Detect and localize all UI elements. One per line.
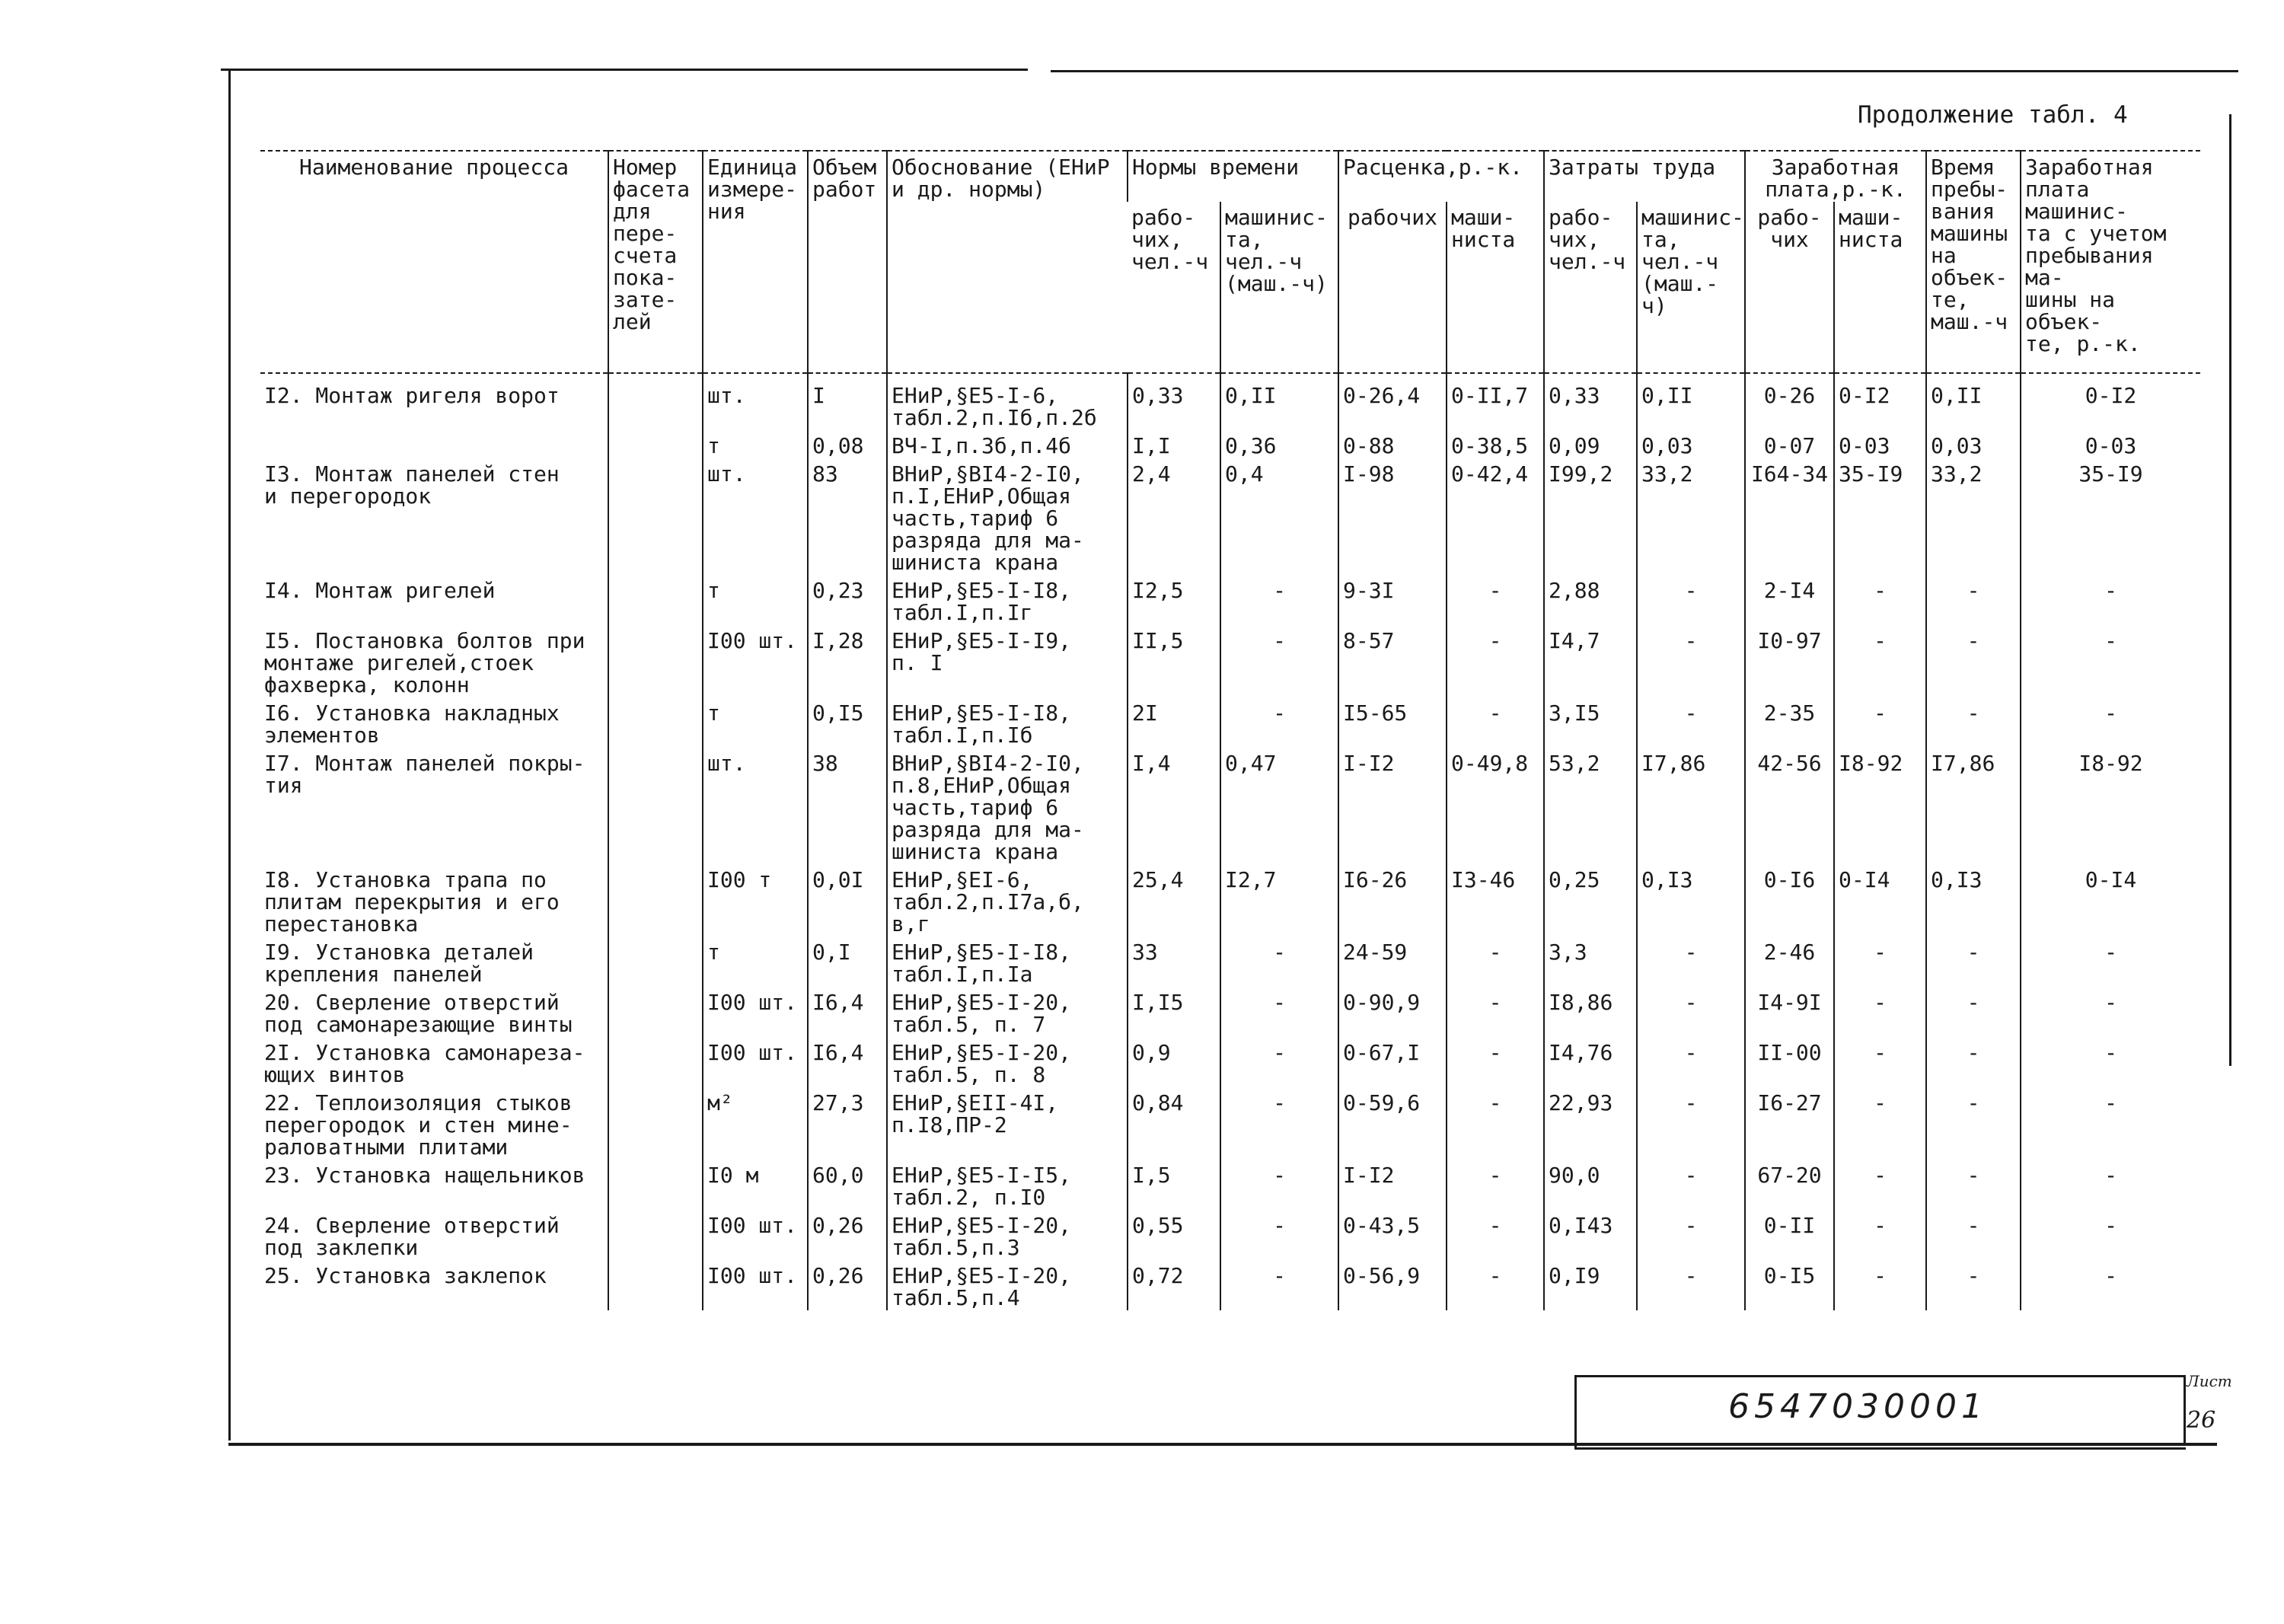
row-unit: I0 м [703,1160,808,1210]
row-unit: м² [703,1087,808,1160]
frame-top-line-left [221,69,1028,71]
sheet-label: Лист [2187,1372,2232,1390]
row-stay: I7,86 [1926,748,2021,864]
row-volume: 0,I5 [808,697,887,748]
row-norm-workers: 33 [1128,936,1220,987]
header-name: Наименование процесса [260,151,608,373]
row-rate-machinist: - [1447,625,1544,697]
row-basis: ЕНиР,§Е5-I-I8, табл.I,п.Iг [887,575,1128,625]
table-caption: Продолжение табл. 4 [1858,101,2128,129]
row-volume: I6,4 [808,987,887,1037]
row-wage-machinist: - [1834,1160,1926,1210]
row-rate-machinist: - [1447,1037,1544,1087]
row-rate-workers: 8-57 [1338,625,1447,697]
row-norm-machinist: - [1220,1037,1338,1087]
row-rate-workers: I-98 [1338,458,1447,575]
row-norm-machinist: I2,7 [1220,864,1338,936]
row-rate-workers: I5-65 [1338,697,1447,748]
row-labor-workers: 53,2 [1544,748,1637,864]
row-basis: ВЧ-I,п.3б,п.4б [887,430,1128,458]
row-wage-machinist: - [1834,697,1926,748]
row-rate-workers: 0-88 [1338,430,1447,458]
row-wage-workers: I0-97 [1745,625,1834,697]
row-labor-workers: 0,I43 [1544,1210,1637,1260]
row-labor-workers: 0,I9 [1544,1260,1637,1310]
row-facet [608,864,703,936]
row-name: I9. Установка деталей крепления панелей [264,940,534,987]
header-stay: Время пребы- вания машины на объек- те, маш.-ч [1926,151,2021,373]
row-rate-machinist: 0-42,4 [1447,458,1544,575]
table-row [260,1260,2200,1310]
header-basis: Обоснование (ЕНиР и др. нормы) [887,151,1128,373]
header-wage-machinist: маши- ниста [1834,202,1926,373]
table-body [260,373,2200,1310]
row-unit: шт. [703,748,808,864]
row-basis: ЕНиР,§Е5-I-20, табл.5,п.4 [887,1260,1128,1310]
row-unit: I00 шт. [703,1260,808,1310]
row-norm-workers: 0,72 [1128,1260,1220,1310]
table-row [260,458,2200,575]
row-volume: 0,0I [808,864,887,936]
row-rate-workers: 0-43,5 [1338,1210,1447,1260]
row-facet [608,1210,703,1260]
header-volume: Объем работ [808,151,887,373]
row-facet [608,575,703,625]
row-stay: - [1926,625,2021,697]
row-name [260,430,608,458]
row-labor-workers: 3,I5 [1544,697,1637,748]
row-labor-workers: 90,0 [1544,1160,1637,1210]
row-labor-workers: I4,7 [1544,625,1637,697]
row-labor-workers: 0,25 [1544,864,1637,936]
row-basis: ЕНиР,§Е5-I-20, табл.5, п. 7 [887,987,1128,1037]
row-labor-machinist: 0,I3 [1637,864,1745,936]
row-name: 25. Установка заклепок [264,1263,547,1288]
row-rate-machinist: I3-46 [1447,864,1544,936]
row-rate-machinist: - [1447,1210,1544,1260]
document-code: 6547030001 [1728,1387,1987,1426]
row-basis: ВНиР,§ВI4-2-I0, п.8,ЕНиР,Общая часть,тариф 6 разряда для ма- шиниста крана [887,748,1128,864]
row-labor-machinist: - [1637,1160,1745,1210]
table-row [260,936,2200,987]
header-rate: Расценка,р.-к. [1338,151,1544,202]
row-volume: I,28 [808,625,887,697]
row-name: 20. Сверление отверстий под самонарезающие винты [264,990,573,1037]
row-labor-machinist: 0,03 [1637,430,1745,458]
row-stay: - [1926,1087,2021,1160]
row-wage-workers: I64-34 [1745,458,1834,575]
row-stay: - [1926,936,2021,987]
row-volume: 0,26 [808,1210,887,1260]
row-unit: т [703,697,808,748]
row-name: I3. Монтаж панелей стен и перегородок [264,461,560,509]
row-labor-machinist: - [1637,575,1745,625]
row-name: 24. Сверление отверстий под заклепки [264,1213,560,1260]
row-unit: шт. [703,458,808,575]
row-wage-stay: 0-I4 [2021,864,2200,936]
row-wage-stay: - [2021,1210,2200,1260]
row-volume: 27,3 [808,1087,887,1160]
header-wage-stay: Заработная плата машинис- та с учетом пребывания ма- шины на объек- те, р.-к. [2021,151,2200,373]
row-wage-stay: - [2021,936,2200,987]
row-labor-workers: I99,2 [1544,458,1637,575]
row-rate-workers: I6-26 [1338,864,1447,936]
row-norm-machinist: 0,4 [1220,458,1338,575]
row-wage-stay: 0-I2 [2021,373,2200,430]
row-volume: 38 [808,748,887,864]
table-row [260,697,2200,748]
row-wage-machinist: I8-92 [1834,748,1926,864]
row-labor-workers: 3,3 [1544,936,1637,987]
row-norm-workers: I,I [1128,430,1220,458]
row-labor-machinist: - [1637,625,1745,697]
header-facet: Номер фасета для пере- счета пока- зате- лей [608,151,703,373]
row-wage-machinist: - [1834,987,1926,1037]
row-wage-machinist: - [1834,936,1926,987]
row-rate-machinist: - [1447,1160,1544,1210]
row-wage-machinist: 0-I4 [1834,864,1926,936]
row-basis: ЕНиР,§Е5-I-I9, п. I [887,625,1128,697]
header-norms-machinist: машинис- та, чел.-ч (маш.-ч) [1220,202,1338,373]
row-basis: ЕНиР,§Е5-I-I8, табл.I,п.Iб [887,697,1128,748]
row-stay: - [1926,697,2021,748]
row-rate-workers: 0-26,4 [1338,373,1447,430]
header-labor-machinist: машинис- та, чел.-ч (маш.-ч) [1637,202,1745,373]
row-facet [608,697,703,748]
row-unit: I00 шт. [703,1210,808,1260]
row-volume: 0,23 [808,575,887,625]
header-unit: Единица измере- ния [703,151,808,373]
row-rate-workers: I-I2 [1338,748,1447,864]
row-name: 22. Теплоизоляция стыков перегородок и стен мине- раловатными плитами [264,1090,573,1160]
row-stay: - [1926,1160,2021,1210]
row-rate-workers: I-I2 [1338,1160,1447,1210]
row-stay: - [1926,1210,2021,1260]
row-unit: I00 т [703,864,808,936]
row-wage-stay: - [2021,625,2200,697]
row-wage-stay: - [2021,697,2200,748]
header-rate-machinist: маши- ниста [1447,202,1544,373]
row-volume: 83 [808,458,887,575]
row-name: I6. Установка накладных элементов [264,700,560,748]
row-facet [608,987,703,1037]
row-norm-machinist: 0,II [1220,373,1338,430]
row-wage-workers: 0-I6 [1745,864,1834,936]
row-rate-machinist: 0-38,5 [1447,430,1544,458]
header-norms: Нормы времени [1128,151,1338,202]
row-rate-workers: 0-56,9 [1338,1260,1447,1310]
row-wage-stay: 0-03 [2021,430,2200,458]
row-wage-workers: 67-20 [1745,1160,1834,1210]
row-wage-stay: - [2021,987,2200,1037]
table-row [260,748,2200,864]
row-labor-machinist: - [1637,1037,1745,1087]
row-volume: I [808,373,887,430]
row-volume: 0,26 [808,1260,887,1310]
row-rate-machinist: - [1447,1260,1544,1310]
row-wage-workers: 42-56 [1745,748,1834,864]
row-labor-machinist: - [1637,987,1745,1037]
row-rate-workers: 24-59 [1338,936,1447,987]
row-labor-machinist: - [1637,1087,1745,1160]
row-norm-machinist: - [1220,625,1338,697]
row-facet [608,430,703,458]
row-norm-machinist: - [1220,1210,1338,1260]
table-header [260,151,2200,373]
row-basis: ЕНиР,§ЕII-4I, п.I8,ПР-2 [887,1087,1128,1160]
row-unit: т [703,575,808,625]
row-norm-workers: I,5 [1128,1160,1220,1210]
row-norm-workers: 0,84 [1128,1087,1220,1160]
row-norm-workers: 25,4 [1128,864,1220,936]
row-rate-machinist: 0-II,7 [1447,373,1544,430]
row-wage-workers: 2-35 [1745,697,1834,748]
row-norm-machinist: 0,47 [1220,748,1338,864]
header-labor: Затраты труда [1544,151,1745,202]
row-name: I5. Постановка болтов при монтаже ригелей,стоек фахверка, колонн [264,628,585,697]
row-norm-machinist: - [1220,575,1338,625]
table-row [260,1160,2200,1210]
row-stay: 0,I3 [1926,864,2021,936]
row-stay: - [1926,987,2021,1037]
table-row [260,625,2200,697]
row-rate-machinist: - [1447,987,1544,1037]
row-wage-machinist: - [1834,1087,1926,1160]
row-norm-workers: 2,4 [1128,458,1220,575]
row-norm-machinist: - [1220,1160,1338,1210]
row-facet [608,373,703,430]
table-row [260,1087,2200,1160]
row-facet [608,1037,703,1087]
header-wage: Заработная плата,р.-к. [1745,151,1926,202]
row-volume: 60,0 [808,1160,887,1210]
row-norm-workers: I,4 [1128,748,1220,864]
row-rate-machinist: - [1447,575,1544,625]
row-basis: ЕНиР,§Е5-I-6, табл.2,п.Iб,п.2б [887,373,1128,430]
row-norm-workers: 0,55 [1128,1210,1220,1260]
row-wage-stay: - [2021,1037,2200,1087]
row-facet [608,1087,703,1160]
row-volume: 0,I [808,936,887,987]
row-norm-machinist: - [1220,1260,1338,1310]
row-unit: т [703,430,808,458]
row-name: I8. Установка трапа по плитам перекрытия и его перестановка [264,867,560,936]
sheet-number: 26 [2187,1407,2216,1434]
row-wage-stay: 35-I9 [2021,458,2200,575]
row-volume: 0,08 [808,430,887,458]
row-labor-workers: I4,76 [1544,1037,1637,1087]
row-norm-machinist: - [1220,987,1338,1037]
row-stay: - [1926,1037,2021,1087]
frame-right-line [2229,114,2231,1066]
row-rate-machinist: 0-49,8 [1447,748,1544,864]
header-wage-workers: рабо- чих [1745,202,1834,373]
row-rate-machinist: - [1447,1087,1544,1160]
row-basis: ВНиР,§ВI4-2-I0, п.I,ЕНиР,Общая часть,тариф 6 разряда для ма- шиниста крана [887,458,1128,575]
header-labor-workers: рабо- чих, чел.-ч [1544,202,1637,373]
row-basis: ЕНиР,§ЕI-6, табл.2,п.I7а,б, в,г [887,864,1128,936]
row-rate-workers: 9-3I [1338,575,1447,625]
row-name: 23. Установка нащельников [264,1163,585,1188]
row-wage-workers: 0-26 [1745,373,1834,430]
row-norm-machinist: - [1220,1087,1338,1160]
row-facet [608,1260,703,1310]
row-wage-workers: I4-9I [1745,987,1834,1037]
row-wage-stay: - [2021,1160,2200,1210]
row-rate-machinist: - [1447,936,1544,987]
row-facet [608,748,703,864]
row-wage-machinist: - [1834,625,1926,697]
row-labor-machinist: 0,II [1637,373,1745,430]
table-row [260,864,2200,936]
row-wage-machinist: - [1834,1260,1926,1310]
row-labor-machinist: - [1637,1210,1745,1260]
table-row [260,373,2200,430]
row-wage-workers: 2-I4 [1745,575,1834,625]
row-labor-workers: 0,09 [1544,430,1637,458]
row-labor-workers: 2,88 [1544,575,1637,625]
row-wage-machinist: 0-I2 [1834,373,1926,430]
table-row [260,987,2200,1037]
table-row [260,430,2200,458]
header-norms-workers: рабо- чих, чел.-ч [1128,202,1220,373]
row-wage-stay: - [2021,575,2200,625]
row-labor-workers: 22,93 [1544,1087,1637,1160]
row-basis: ЕНиР,§Е5-I-20, табл.5,п.3 [887,1210,1128,1260]
row-wage-machinist: 35-I9 [1834,458,1926,575]
row-facet [608,625,703,697]
row-norm-workers: II,5 [1128,625,1220,697]
row-norm-workers: 0,9 [1128,1037,1220,1087]
row-norm-machinist: - [1220,697,1338,748]
row-facet [608,1160,703,1210]
header-rate-workers: рабочих [1338,202,1447,373]
row-rate-workers: 0-67,I [1338,1037,1447,1087]
row-wage-workers: 0-II [1745,1210,1834,1260]
row-rate-workers: 0-90,9 [1338,987,1447,1037]
row-wage-machinist: 0-03 [1834,430,1926,458]
row-basis: ЕНиР,§Е5-I-20, табл.5, п. 8 [887,1037,1128,1087]
row-rate-machinist: - [1447,697,1544,748]
row-norm-workers: 0,33 [1128,373,1220,430]
row-labor-machinist: - [1637,1260,1745,1310]
row-stay: - [1926,1260,2021,1310]
row-stay: 33,2 [1926,458,2021,575]
row-norm-machinist: - [1220,936,1338,987]
row-wage-workers: II-00 [1745,1037,1834,1087]
norms-table [260,150,2200,1310]
row-name: I4. Монтаж ригелей [264,578,496,603]
row-norm-workers: I2,5 [1128,575,1220,625]
row-name: I7. Монтаж панелей покры- тия [264,751,585,798]
row-facet [608,936,703,987]
row-wage-workers: 0-I5 [1745,1260,1834,1310]
row-wage-stay: I8-92 [2021,748,2200,864]
row-stay: 0,03 [1926,430,2021,458]
row-stay: - [1926,575,2021,625]
row-wage-machinist: - [1834,575,1926,625]
row-unit: I00 шт. [703,1037,808,1087]
row-name: I2. Монтаж ригеля ворот [264,383,560,408]
row-facet [608,458,703,575]
row-rate-workers: 0-59,6 [1338,1087,1447,1160]
row-unit: т [703,936,808,987]
row-unit: I00 шт. [703,987,808,1037]
table-row [260,1037,2200,1087]
frame-top-line-right [1051,70,2238,72]
row-wage-stay: - [2021,1260,2200,1310]
row-name: 2I. Установка самонареза- ющих винтов [264,1040,585,1087]
row-labor-machinist: I7,86 [1637,748,1745,864]
row-wage-stay: - [2021,1087,2200,1160]
frame-left-line [228,70,231,1441]
row-basis: ЕНиР,§Е5-I-I8, табл.I,п.Iа [887,936,1128,987]
row-unit: шт. [703,373,808,430]
row-labor-machinist: - [1637,936,1745,987]
row-labor-workers: 0,33 [1544,373,1637,430]
row-stay: 0,II [1926,373,2021,430]
row-labor-machinist: - [1637,697,1745,748]
row-wage-workers: 0-07 [1745,430,1834,458]
row-labor-workers: I8,86 [1544,987,1637,1037]
row-norm-workers: I,I5 [1128,987,1220,1037]
row-unit: I00 шт. [703,625,808,697]
row-norm-machinist: 0,36 [1220,430,1338,458]
row-norm-workers: 2I [1128,697,1220,748]
table-row [260,575,2200,625]
row-wage-workers: I6-27 [1745,1087,1834,1160]
row-basis: ЕНиР,§Е5-I-I5, табл.2, п.I0 [887,1160,1128,1210]
row-labor-machinist: 33,2 [1637,458,1745,575]
table-row [260,1210,2200,1260]
row-wage-machinist: - [1834,1210,1926,1260]
row-wage-workers: 2-46 [1745,936,1834,987]
row-volume: I6,4 [808,1037,887,1087]
row-wage-machinist: - [1834,1037,1926,1087]
